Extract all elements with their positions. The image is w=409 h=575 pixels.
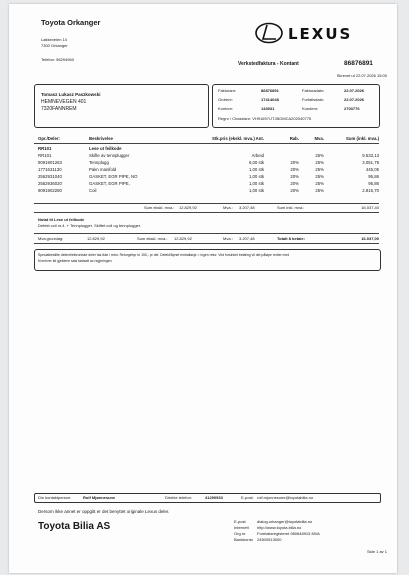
table-row bbox=[34, 181, 379, 186]
subtotal-inc-value: 16.037,40 bbox=[361, 205, 379, 210]
subtotal-ex-value: 12.829,92 bbox=[179, 205, 197, 210]
row-sum: 3.051,79 bbox=[362, 160, 379, 165]
row-description: GASKET, EGR PIPE, NO bbox=[89, 174, 138, 179]
row-sum: 95,86 bbox=[368, 174, 379, 179]
invoice-number-label: Fakturanr: bbox=[218, 88, 237, 93]
footer-org-value: Foretaksregisteret 980648915 MVA bbox=[257, 531, 320, 536]
vat-base-value: 12.829,92 bbox=[87, 236, 105, 241]
table-row bbox=[34, 146, 379, 151]
row-description: Coil bbox=[89, 188, 97, 193]
account-number-label: Kontonr: bbox=[218, 106, 234, 111]
contact-email-label: E-post: bbox=[241, 495, 254, 500]
row-code: RR101 bbox=[38, 153, 52, 158]
notes-text: Defekt coil nr.4. + Tennplugger. Skiftet coil og tennplugger. bbox=[38, 223, 141, 228]
notes-heading: Notat til Lese ut feilkode bbox=[38, 217, 85, 222]
footer-company-name: Toyota Bilia AS bbox=[38, 521, 111, 532]
contact-person-value: Rolf Mjønnesune bbox=[83, 495, 116, 500]
col-header-code: Opr./Deler: bbox=[38, 136, 60, 141]
footer-bank-value: 24500513000 bbox=[257, 537, 282, 542]
totals-bottom-divider bbox=[34, 243, 379, 244]
vat-base-label: Mva.grunnlag: bbox=[38, 236, 64, 241]
row-description: Skifte av tennplugger bbox=[89, 153, 130, 158]
vehicle-registration: Regnr / Chassisnr: VH91697/JTJBGMCA202040775 bbox=[218, 116, 312, 121]
company-name: Toyota Orkanger bbox=[41, 18, 101, 27]
table-header-row bbox=[34, 136, 379, 141]
company-address-line2: 7300 Orkanger bbox=[41, 43, 68, 48]
terms-line-1: Spesialbestilte deler/elektroniske deler tas ikke i retur. Returgebyr kr 150,- pr del. Defekt/åpnet emballasje = ingen retur. Ved forsinket betaling vil det påløpe renter med bbox=[38, 253, 290, 257]
total-vat-label: Mva.: bbox=[223, 236, 233, 241]
company-phone: Telefon: 98294960 bbox=[41, 57, 74, 62]
due-date-value: 22.07.2026 bbox=[344, 97, 365, 102]
row-description: Pakn manifold bbox=[89, 167, 117, 172]
row-code: 1771631130 bbox=[38, 167, 62, 172]
subtotal-bottom-divider bbox=[34, 212, 379, 213]
row-discount: 20% bbox=[290, 188, 299, 193]
row-quantity: 1,00 stk bbox=[248, 181, 264, 186]
row-code: 9091901263 bbox=[38, 160, 62, 165]
row-discount: 20% bbox=[290, 160, 299, 165]
customer-name: Tomasz Lukasz Paszkowski bbox=[41, 92, 101, 97]
print-timestamp: Skrevet ut 22.07.2026 15:00 bbox=[336, 73, 387, 78]
invoice-date-value: 22.07.2026 bbox=[344, 88, 365, 93]
footer-bank-label: Bankkonto bbox=[234, 537, 253, 542]
direct-phone-value: 41290933 bbox=[205, 495, 223, 500]
footer-email-value[interactable]: dialog.orkanger@toyotabilia.no bbox=[257, 519, 313, 524]
row-code: 9091902280 bbox=[38, 188, 62, 193]
table-row bbox=[34, 153, 379, 158]
row-sum: 2.815,70 bbox=[362, 188, 379, 193]
row-discount: 20% bbox=[290, 167, 299, 172]
invoice-date-label: Fakturadato: bbox=[302, 88, 325, 93]
invoice-sheet bbox=[9, 4, 397, 573]
row-description: Lese ut feilkode bbox=[89, 146, 122, 151]
row-code: 2562931040 bbox=[38, 174, 62, 179]
subtotal-vat-label: Mva.: bbox=[223, 205, 233, 210]
row-quantity: 1,00 stk bbox=[248, 167, 264, 172]
row-sum: 9.533,13 bbox=[362, 153, 379, 158]
order-number-value: 17414048 bbox=[261, 97, 279, 102]
row-description: Tennplugg bbox=[89, 160, 109, 165]
row-quantity: 1,00 stk bbox=[248, 188, 264, 193]
row-discount: 20% bbox=[290, 174, 299, 179]
col-header-discount: Rab. bbox=[289, 136, 299, 141]
account-number-value: 143931 bbox=[261, 106, 275, 111]
table-row bbox=[34, 160, 379, 165]
document-title: Verkstedfaktura - Kontant bbox=[238, 61, 299, 67]
lexus-logo-text: LEXUS bbox=[288, 25, 353, 43]
row-quantity: 6,00 stk bbox=[248, 160, 264, 165]
footer-web-label: Internett bbox=[234, 525, 249, 530]
contact-email-value[interactable]: rolf.mjonnesune@toyotabilia.no bbox=[257, 495, 314, 500]
invoice-number-value: 86876891 bbox=[261, 88, 279, 93]
company-address-line1: Løkkeveien 14 bbox=[41, 37, 68, 42]
customer-street: HEMNEVEGEN 401 bbox=[41, 99, 87, 105]
row-code: RR101 bbox=[38, 146, 52, 151]
row-description: GASKET, EGR PIPE, bbox=[89, 181, 130, 186]
page-number: Side 1 av 1 bbox=[366, 549, 387, 554]
row-sum: 95,86 bbox=[368, 181, 379, 186]
subtotal-vat-value: 3.207,48 bbox=[239, 205, 255, 210]
row-sum: 445,05 bbox=[365, 167, 379, 172]
footer-org-label: Org.nr. bbox=[234, 531, 247, 536]
total-due-value: 16.037,00 bbox=[361, 236, 379, 241]
total-due-label: Totalt å betale: bbox=[277, 236, 305, 241]
total-vat-value: 3.207,48 bbox=[239, 236, 255, 241]
col-header-quantity: Ant. bbox=[255, 136, 264, 141]
row-vat: 25% bbox=[315, 174, 324, 179]
subtotal-divider bbox=[34, 203, 379, 204]
subtotal-ex-label: Sum ekskl. mva.: bbox=[144, 205, 175, 210]
subtotal-inc-label: Sum inkl. mva.: bbox=[277, 205, 305, 210]
contact-person-label: Din kontaktperson: bbox=[38, 495, 72, 500]
col-header-description: Beskrivelse bbox=[89, 136, 113, 141]
table-row bbox=[34, 174, 379, 179]
row-discount: 20% bbox=[290, 181, 299, 186]
order-number-label: Ordrenr: bbox=[218, 97, 233, 102]
lexus-logo bbox=[254, 18, 384, 48]
col-header-unit-price: Stk.pris (ekskl. mva.) bbox=[212, 136, 255, 141]
row-code: 2562936020 bbox=[38, 181, 62, 186]
footer-web-link[interactable]: http://www.toyota.bilia.no bbox=[257, 525, 302, 530]
customer-city: 7320FANNREM bbox=[41, 106, 77, 112]
total-ex-value: 12.829,92 bbox=[174, 236, 192, 241]
terms-line-2: til enhver tid gjeldene sats fastsatt av regjeringen. bbox=[38, 259, 113, 263]
row-vat: 25% bbox=[315, 181, 324, 186]
row-quantity: Arbeid bbox=[251, 153, 264, 158]
parts-note: Dersom ikke annet er oppgitt er det benyttet originale Lexus deler. bbox=[38, 509, 170, 514]
direct-phone-label: Direkte telefon: bbox=[165, 495, 192, 500]
row-vat: 25% bbox=[315, 167, 324, 172]
col-header-sum: Sum (inkl. mva.) bbox=[346, 136, 379, 141]
customer-number-value: 2703776 bbox=[344, 106, 360, 111]
totals-top-divider bbox=[34, 233, 379, 234]
table-row bbox=[34, 167, 379, 172]
table-header-divider bbox=[34, 143, 379, 144]
footer-email-label: E-post bbox=[234, 519, 246, 524]
row-vat: 25% bbox=[315, 160, 324, 165]
total-ex-label: Sum ekskl. mva.: bbox=[137, 236, 168, 241]
row-quantity: 1,00 stk bbox=[248, 174, 264, 179]
table-row bbox=[34, 188, 379, 193]
col-header-vat: Mva. bbox=[314, 136, 324, 141]
due-date-label: Forfallsdato: bbox=[302, 97, 325, 102]
row-vat: 25% bbox=[315, 188, 324, 193]
row-vat: 25% bbox=[315, 153, 324, 158]
document-number: 86876891 bbox=[344, 60, 373, 67]
customer-number-label: Kundenr: bbox=[302, 106, 319, 111]
